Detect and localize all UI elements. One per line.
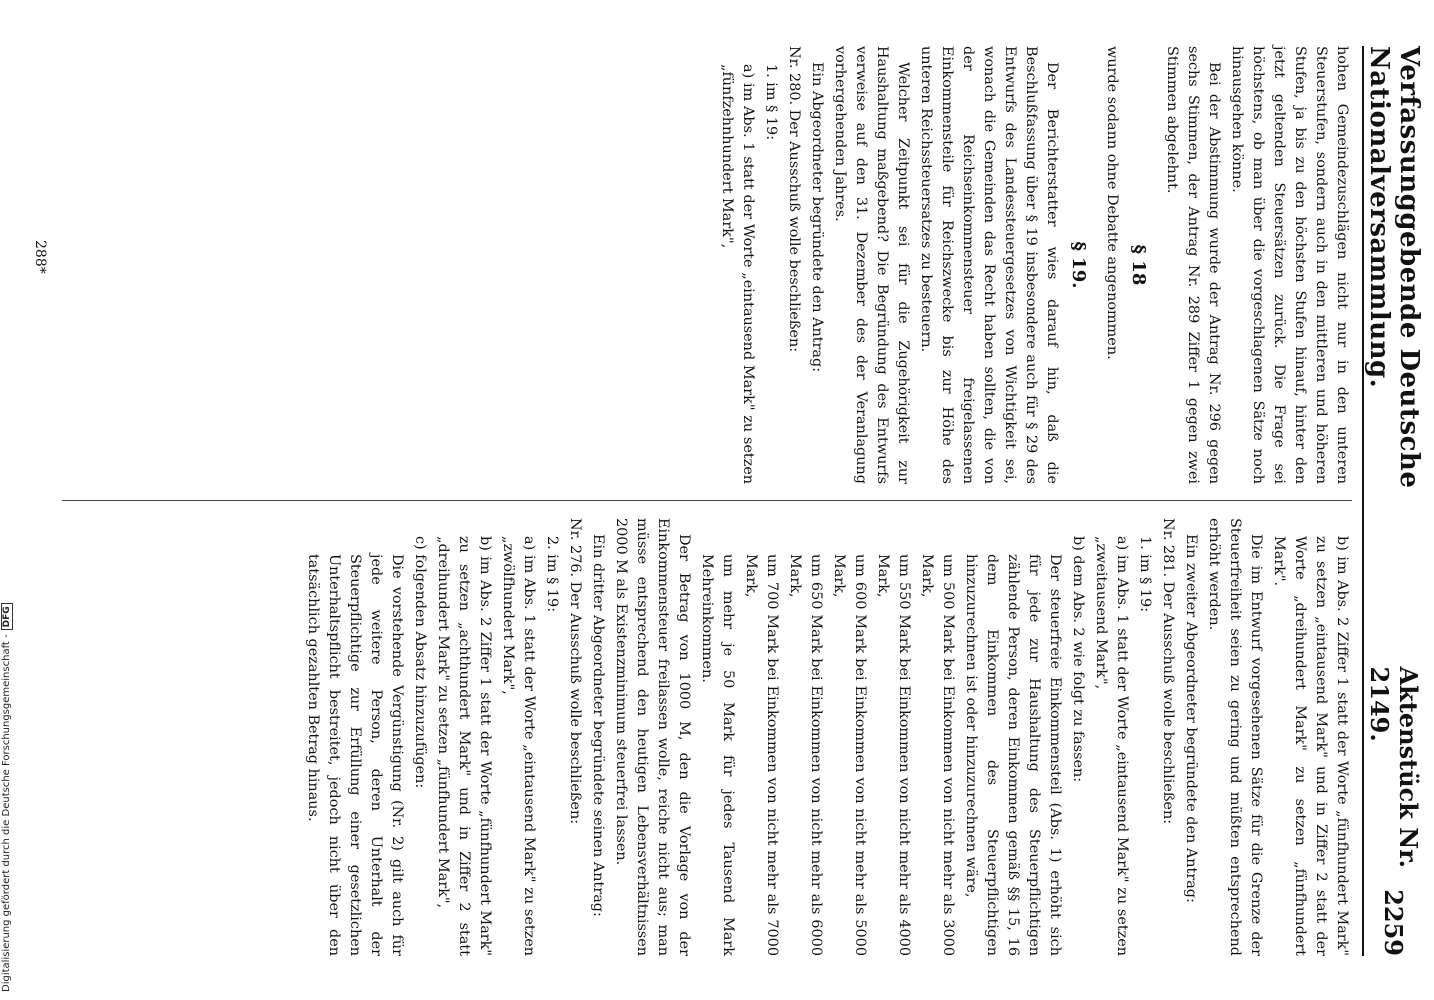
paragraph: Nr. 280. Der Ausschuß wolle beschließen: (786, 46, 802, 353)
paragraph: a) im Abs. 1 statt der Worte „eintausend Mark" zu setzen „zwölfhundert Mark", (500, 536, 537, 956)
page-header (1362, 46, 1424, 956)
paragraph: b) im Abs. 2 Ziffer 1 statt der Worte „fünfhundert Mark" zu setzen „achthundert Mark" und in Ziffer 2 statt „dreihundert Mark" zu setzen „fünfhundert Mark", (435, 536, 493, 956)
paragraph: hohen Gemeindezuschlägen nicht nur in den unteren Steuerstufen, sondern auch in den mittleren und höheren Stufen, ja bis zu den höchsten Stufen hinauf, hinter den jetzt geltenden Steuersätzen zurück. Die Frage sei höchstens, ob man über die vorgeschlagenen Sätze noch hinausgehen könne. (1229, 46, 1350, 484)
list-item: um 700 Mark bei Einkommen von nicht mehr als 7000 Mark, (743, 554, 780, 956)
dfg-logo: DFG (1, 603, 13, 630)
paragraph: c) folgenden Absatz hinzuzufügen: (412, 536, 428, 789)
page-number: 2259 (1379, 889, 1409, 956)
footer-band (0, 0, 14, 1000)
paragraph: Der Berichterstatter wies darauf hin, daß die Beschlußfassung über § 19 insbesondere auch für § 29 des Entwurfs des Landessteuergesetzes von Wichtigkeit sei, wonach die Gemeinden das Recht haben sollten, die von der Reichseinkommensteuer freigelassenen Einkommensteile für Reichszwecke bis zur Höhe des unteren Reichssteuersatzes zu besteuern. (918, 46, 1060, 484)
aktenstueck-label: Aktenstück Nr. 2149. (1365, 666, 1423, 868)
list-item: um 500 Mark bei Einkommen von nicht mehr als 3000 Mark, (919, 554, 956, 956)
paragraph: 1. im § 19: (1137, 536, 1153, 613)
paragraph: Nr. 281. Der Ausschuß wolle beschließen: (1160, 518, 1176, 825)
paragraph: b) im Abs. 2 Ziffer 1 statt der Worte „fünfhundert Mark" zu setzen „eintausend Mark" und in Ziffer 2 statt der Worte „dreihundert Mark" zu setzen „fünfhundert Mark". (1271, 536, 1350, 956)
paragraph: Nr. 276. Der Ausschuß wolle beschließen: (567, 518, 583, 825)
section-heading-19: § 19. (1068, 241, 1089, 289)
list-item: um mehr je 50 Mark für jedes Tausend Mark Mehreinkommen. (699, 554, 736, 956)
paragraph: a) im Abs. 1 statt der Worte „eintausend Mark" zu setzen „zweitausend Mark", (1093, 536, 1130, 956)
paragraph: Ein zweiter Abgeordneter begründete den Antrag: (1183, 534, 1199, 903)
paragraph: Ein Abgeordneter begründete den Antrag: (809, 62, 825, 373)
paragraph: Die vorstehende Vergünstigung (Nr. 2) gilt auch für jede weitere Person, deren Unterhalt der Steuerpflichtige zur Erfüllung einer gesetzlichen Unterhaltspflicht bestreitet, jedoch nicht über den tatsächlich gezahlten Betrag hinaus. (305, 554, 405, 956)
signature-mark: 288* (32, 240, 48, 274)
paragraph: Ein dritter Abgeordneter begründete seinen Antrag: (590, 534, 606, 917)
section-heading-18: § 18 (1128, 244, 1149, 286)
digitization-text: Digitalisierung gefördert durch die Deutsche Forschungsgemeinschaft - (1, 634, 12, 992)
paragraph: wurde sodann ohne Debatte angenommen. (1104, 46, 1120, 360)
paragraph: Bei der Abstimmung wurde der Antrag Nr. 296 gegen sechs Stimmen, der Antrag Nr. 289 Ziffer 1 gegen zwei Stimmen abgelehnt. (1164, 46, 1222, 484)
list-item: um 650 Mark bei Einkommen von nicht mehr als 6000 Mark, (787, 554, 824, 956)
paragraph: Welcher Zeitpunkt sei für die Zugehörigkeit zur Haushaltung maßgebend? Die Begründung des Entwurfs verweise auf den 31. Dezember des der Veranlagung vorhergehenden Jahres. (832, 46, 911, 484)
left-column (714, 46, 1352, 484)
paragraph: 2. im § 19: (544, 536, 560, 613)
page-title: Verfassunggebende Deutsche Nationalversammlung. (1364, 46, 1424, 489)
paragraph: Der Betrag von 1000 M, den die Vorlage von der Einkommensteuer freilassen wolle, reiche nicht aus; man müsse entsprechend den heutigen Lebensverhältnissen 2000 M als Existenzminimum steuerfrei lassen. (613, 518, 692, 956)
column-divider (62, 500, 1352, 501)
list-item: um 550 Mark bei Einkommen von nicht mehr als 4000 Mark, (875, 554, 912, 956)
digitization-notice (1, 603, 13, 992)
paragraph: b) dem Abs. 2 wie folgt zu fassen: (1070, 536, 1086, 783)
paragraph: 1. im § 19: (763, 64, 779, 141)
list-item: um 600 Mark bei Einkommen von nicht mehr als 5000 Mark, (831, 554, 868, 956)
paragraph: Die im Entwurf vorgesehenen Sätze für die Grenze der Steuerfreiheit seien zu gering und müßten entsprechend erhöht werden. (1206, 518, 1264, 956)
paragraph: a) im Abs. 1 statt der Worte „eintausend Mark" zu setzen „fünfzehnhundert Mark", (719, 64, 756, 484)
right-column (300, 518, 1352, 956)
paragraph: Der steuerfreie Einkommensteil (Abs. 1) erhöht sich für jede zur Haushaltung des Steuerpflichtigen zählende Person, deren Einkommen gemäß §§ 15, 16 dem Einkommen des Steuerpflichtigen hinzuzurechnen ist oder hinzuzurechnen wäre, (963, 554, 1063, 956)
